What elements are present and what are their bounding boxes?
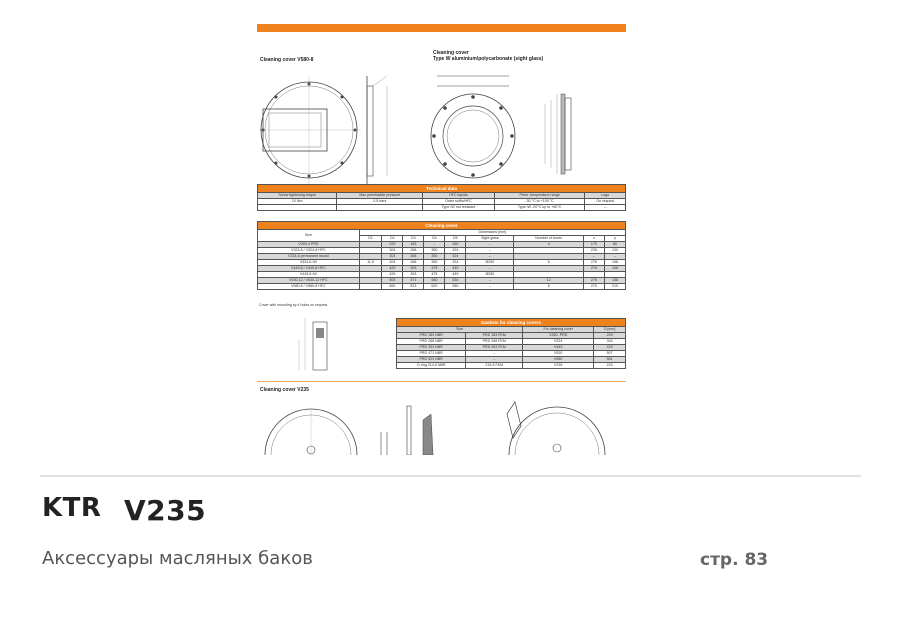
- heading-v235: Cleaning cover V235: [260, 387, 309, 393]
- table-cell: 260: [445, 242, 466, 248]
- drawing-front-view-type-w: [429, 64, 519, 179]
- table-cell: 158: [604, 260, 625, 266]
- table-cell: 304: [382, 248, 403, 254]
- table-cell: 580: [445, 284, 466, 290]
- table-cell: 324: [445, 260, 466, 266]
- table-cell: V324-6 / V324-6 HFC: [258, 248, 360, 254]
- table-cell: –: [466, 351, 523, 357]
- table-cell: 229: [382, 242, 403, 248]
- table-cell: 6: [514, 260, 583, 266]
- table-cell: 183: [403, 242, 424, 248]
- table-cell: –: [466, 284, 514, 290]
- table-cell: –: [424, 242, 445, 248]
- table-cell: 304: [594, 339, 626, 345]
- table-cell: 224: [594, 363, 626, 369]
- drawing-v235: [257, 396, 626, 455]
- table-cell: –: [466, 357, 523, 363]
- table-cell: 393: [403, 266, 424, 272]
- table-cell: V580: [523, 357, 594, 363]
- model-number: V235: [124, 494, 207, 527]
- table-cell: 530: [445, 278, 466, 284]
- heading-cleaning-cover: Cleaning cover: [433, 50, 469, 56]
- table-cell: 304: [382, 260, 403, 266]
- table-cell: 268: [403, 254, 424, 260]
- table-cell: 475: [424, 266, 445, 272]
- technical-data-table: [257, 184, 626, 211]
- technical-data-title: Technical data: [258, 185, 626, 193]
- table-cell: 268: [403, 248, 424, 254]
- table-cell: 429: [382, 266, 403, 272]
- table-cell: 350: [424, 254, 445, 260]
- table-cell: 429: [382, 272, 403, 278]
- table-cell: 158: [604, 278, 625, 284]
- table-cell: 80: [604, 242, 625, 248]
- table-header-cell: Screw tightening torque: [258, 193, 337, 199]
- table-cell: V324-6 permanent mould: [258, 254, 360, 260]
- table-cell: –: [583, 254, 604, 260]
- table-cell: V449: [523, 345, 594, 351]
- mounting-note: Cover with mounting by 4 holes on request.: [259, 303, 329, 307]
- caption-divider: [40, 475, 861, 477]
- table-cell: 350: [424, 260, 445, 266]
- table-cell: Ø250: [466, 260, 514, 266]
- table-cell: PRD 268 NBR: [397, 339, 466, 345]
- table-cell: PRD 393 FKM: [466, 345, 523, 351]
- table-cell: 210: [604, 284, 625, 290]
- table-cell: O-ring 214-5 NBR: [397, 363, 466, 369]
- gaskets-table: Gaskets for cleaning covers Size For cleaning cover D [mm] PRD 183 NBR PRD 183 FKM V260- PRD 229 PRD 268 NBR PRD 268 FKM V324 304 PRD 393 NBR PRD 393 FKM V449 429 PRD 471 NBR – V530 507 PRD 523 NBR – V580 561 O-ring 214-5 NBR 215-5 FKM V235 224: [396, 318, 626, 369]
- table-cell: V449-8 /W: [258, 272, 360, 278]
- page-reference: стр. 83: [700, 550, 769, 570]
- table-cell: 507: [594, 351, 626, 357]
- drawing-gasket-section: [287, 310, 347, 375]
- table-cell: 324: [445, 254, 466, 260]
- table-cell: 523: [403, 284, 424, 290]
- cleaning-cover-title: Cleaning cover: [258, 222, 626, 230]
- table-row: [258, 284, 626, 290]
- table-cell: 505: [382, 278, 403, 284]
- table-cell: 268: [403, 260, 424, 266]
- table-row: 10 Nm 0.5 bars Order suffix/HFC -30 °C to +100 °C On request: [258, 199, 626, 205]
- table-cell: V530: [523, 351, 594, 357]
- drawing-side-view-v580: [357, 64, 402, 189]
- table-cell: 449: [445, 266, 466, 272]
- table-cell: 449: [445, 272, 466, 278]
- table-cell: 8: [514, 284, 583, 290]
- table-header-cell: HFC liquids: [423, 193, 495, 199]
- table-cell: 158: [604, 266, 625, 272]
- table-cell: 235: [583, 248, 604, 254]
- catalog-page-thumbnail: [257, 24, 626, 455]
- table-header-cell: Perm. temperature range: [494, 193, 585, 199]
- table-cell: 276: [583, 266, 604, 272]
- section-divider: [257, 381, 626, 382]
- table-cell: 304: [382, 254, 403, 260]
- table-cell: V324: [523, 339, 594, 345]
- table-cell: 620: [424, 284, 445, 290]
- table-cell: 350: [424, 248, 445, 254]
- table-cell: 11.5: [359, 260, 382, 266]
- table-cell: 215-5 FKM: [466, 363, 523, 369]
- table-cell: V530-12 / V530-12 HFC: [258, 278, 360, 284]
- table-cell: –: [466, 248, 514, 254]
- table-row: Type /W not resistant Type /W -20°C up to +60°C –: [258, 205, 626, 211]
- cleaning-cover-table: Cleaning cover Size Dimensions [mm] D1 D2 D3 D4 D5 Sight glass Number of bores x y V260-4 PRD 229 183 – 260 – 4 170 80 V324-6 / V324-6 HFC 304 268 350 324 – 235 130 V324-6 permanent mould 304 268 350 324 – – – V324-6 /W 11.5 304 268 350 324 Ø250 6 276 158 V449-8 / V449-8 HFC 429 393 475 449 – 276 158 V449-8 /W 429 393 475 449 Ø250 V530-12 / V530-12 HFC 505 471 560 530 – 12 276 158 V580-8 / V580-8 HFC 560 523 620 580 – 8 270 210: [257, 221, 626, 290]
- category-subtitle: Аксессуары масляных баков: [42, 548, 313, 569]
- table-cell: 229: [594, 333, 626, 339]
- table-cell: [359, 284, 382, 290]
- table-cell: 429: [594, 345, 626, 351]
- table-cell: 324: [445, 248, 466, 254]
- table-cell: –: [466, 278, 514, 284]
- page-header-bar: [257, 24, 626, 32]
- table-cell: PRD 183 NBR: [397, 333, 466, 339]
- table-cell: –: [604, 254, 625, 260]
- table-cell: PRD 393 NBR: [397, 345, 466, 351]
- table-cell: 130: [604, 248, 625, 254]
- table-cell: PRD 471 NBR: [397, 351, 466, 357]
- heading-type-w: Type W aluminium/polycarbonate (sight glass): [433, 56, 544, 62]
- table-cell: PRD 268 FKM: [466, 339, 523, 345]
- table-cell: 560: [382, 284, 403, 290]
- table-cell: V260- PRD: [523, 333, 594, 339]
- table-cell: 561: [594, 357, 626, 363]
- table-header-cell: Logo: [585, 193, 626, 199]
- table-cell: PRD 523 NBR: [397, 357, 466, 363]
- table-row: [397, 363, 626, 369]
- table-cell: V235: [523, 363, 594, 369]
- table-cell: 4: [514, 242, 583, 248]
- table-cell: 276: [583, 260, 604, 266]
- table-cell: V580-8 / V580-8 HFC: [258, 284, 360, 290]
- table-cell: –: [466, 266, 514, 272]
- table-cell: 475: [424, 272, 445, 278]
- table-cell: 560: [424, 278, 445, 284]
- table-cell: –: [466, 254, 514, 260]
- table-cell: Ø250: [466, 272, 514, 278]
- drawing-side-view-type-w: [537, 64, 597, 179]
- table-cell: PRD 183 FKM: [466, 333, 523, 339]
- table-cell: 12: [514, 278, 583, 284]
- gaskets-title: Gaskets for cleaning covers: [397, 319, 626, 327]
- table-cell: V449-8 / V449-8 HFC: [258, 266, 360, 272]
- table-cell: V324-6 /W: [258, 260, 360, 266]
- table-cell: 471: [403, 278, 424, 284]
- table-cell: 393: [403, 272, 424, 278]
- table-cell: 276: [583, 278, 604, 284]
- table-cell: 270: [583, 284, 604, 290]
- table-header-cell: Max permissible pressure: [337, 193, 423, 199]
- table-cell: V260-4 PRD: [258, 242, 360, 248]
- table-cell: –: [466, 242, 514, 248]
- table-cell: 170: [583, 242, 604, 248]
- brand-name: KTR: [42, 493, 102, 523]
- heading-v580: Cleaning cover V580-8: [260, 57, 314, 63]
